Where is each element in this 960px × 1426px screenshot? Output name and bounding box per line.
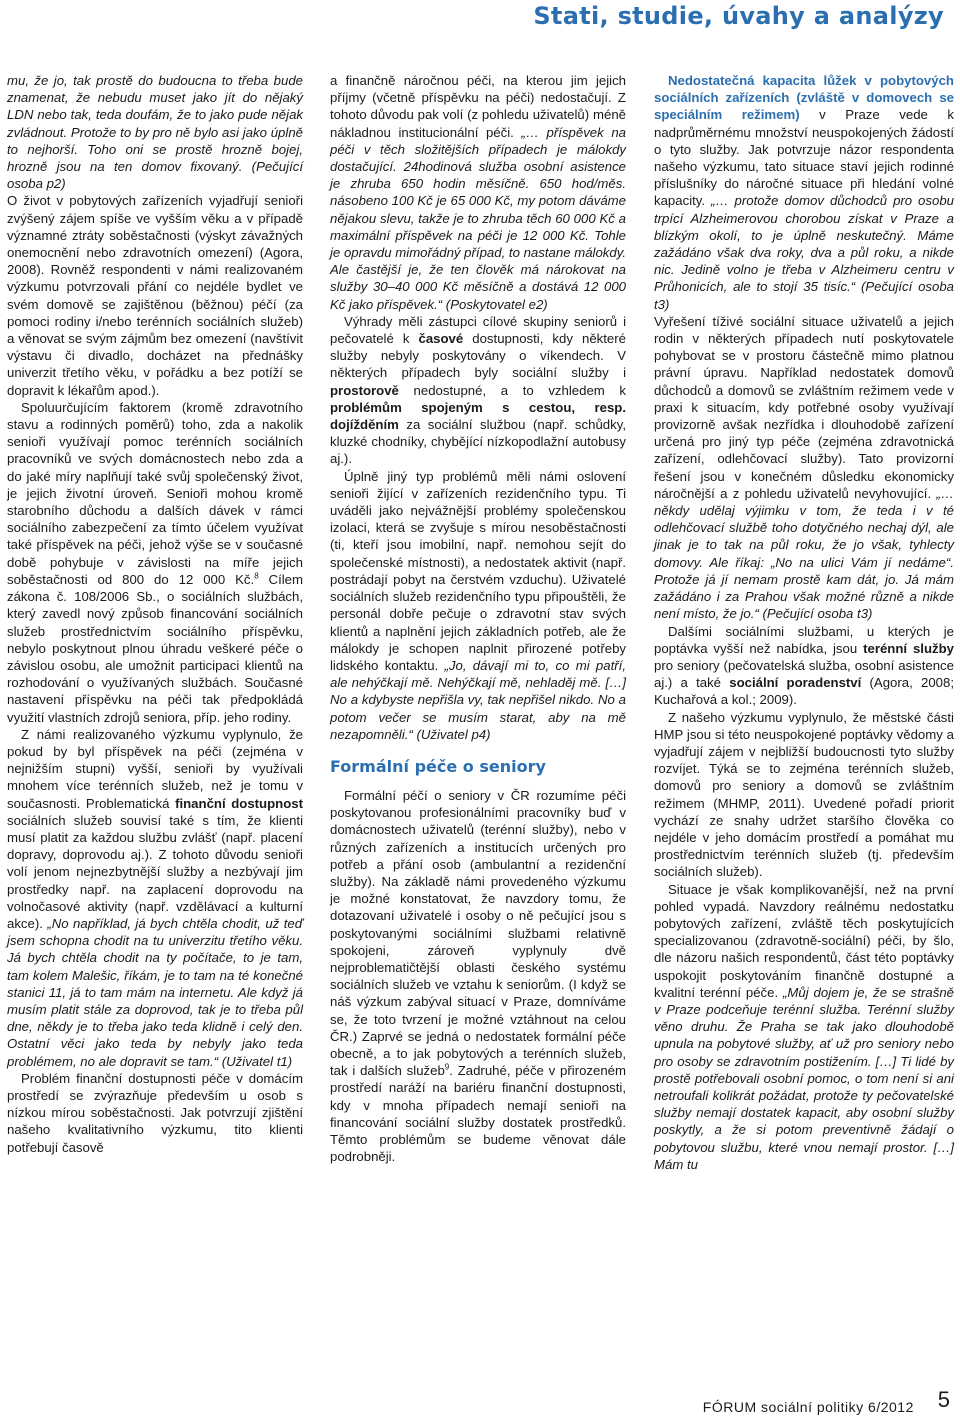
footnote-ref: 8 bbox=[254, 571, 259, 581]
quote-caregiver-p2: mu, že jo, tak prostě do budoucna to třeba bude znamenat, že nebudu muset jako jít do nějaký LDN nebo tak, teda doufám, že to jako pude nějak zvládnout. Protože to by pro ně bylo asi jako úplně to nejhorší. Toho oni se prostě hrozně bojej, hrozně jsou na ten domov fixovaný. (Pečující osoba p2) bbox=[7, 73, 303, 192]
column-left bbox=[7, 72, 303, 1156]
paragraph: Spoluurčujícím faktorem (kromě zdravotního stavu a rodinných poměrů) toho, zda a nakolik senioři využívají pomoc terénních sociálních pracovníků ve svých domácnostech nebo zda a do jaké míry naplňují také svůj společenský život, je jejich životní úroveň. Senioři mohou kromě starobního důchodu a dalších dávek v rámci sociálního zabezpečení za tímto účelem využívat také příspěvek na péči, jehož výše se v současné době pohybuje v závislosti na míře jejich soběstačnosti od 800 do 12 000 Kč.$^8$ Cílem zákona č. 108/2006 Sb., o sociálních službách, který zavedl nový způsob financování sociálních služeb prostřednictvím sociálního příspěvku, nebylo poskytnout plnou úhradu veškeré péče o závislou osobu, ale umožnit participaci klientů na rozhodování o využívaných službách. Současné nastavení příspěvku na péči tak předpokládá využití vlastních zdrojů seniora, příp. jeho rodiny. bbox=[7, 399, 303, 725]
paragraph: Z námi realizovaného výzkumu vyplynulo, že pokud by byl příspěvek na péči (zejména v nejnižším stupni) vyšší, senioři by využívali mnohem více terénních služeb, než je tomu v současnosti. Problematická finanční dostupnost sociálních služeb souvisí také s tím, že klienti musí platit za každou službu zvlášť (např. placení dopravy, doprovodu aj.). Z tohoto důvodu senioři volí jenom nejnezbytnější služby a nezbývají jim prostředky např. na zaplacení doprovodu na volnočasové aktivity (např. vzdělávací a kulturní akce). „No například, já bych chtěla chodit, už teď jsem schopna chodit na tu univerzitu třetího věku. Já bych chtěla chodit na ty počítače, to je tam, tam kolem Malešic, říkám, je to tam na té konečné stanici 11, já to tam mám na internetu. Ale když já musím platit stále za doprovod, tak je to třeba půl dne, někdy je to třeba jako teda klidně i celý den. Ostatní věci jako teda by nebyly jako teda problémem, no ale dopravit se tam.“ (Uživatel t1) bbox=[7, 726, 303, 1069]
paragraph: Situace je však komplikovanější, než na první pohled vypadá. Navzdory reálnému nedostatku pobytových zařízení, zvláště těch poskytujících specializovanou (zdravotně-sociální) péči, by šlo, dle názoru našich respondentů, část této poptávky uspokojit poskytováním finančně dostupné a kvalitní terénní péče. „Můj dojem je, že se strašně v Praze podceňuje terénní služba. Terénní služby věno druhu. Že Praha se tak jako dlouhodobě upnula na pobytové služby, ať už pro seniory nebo pro osoby se zdravotním postižením. […] Ti lidé by prostě potřebovali osobní pomoc, o tom není si ani netroufali kolikrát požádat, protože ty pečovatelské služby nemají dostatek kapacit, aby osobní služby poskytly, a že si potom preventivně žádají o pobytovou službu, které vnou nemají prostor. […] Mám tu bbox=[654, 881, 954, 1172]
column-middle bbox=[330, 72, 626, 1165]
page-footer bbox=[702, 1387, 950, 1418]
journal-name: FÓRUM sociální politiky 6/2012 bbox=[702, 1399, 914, 1415]
section-title: Stati, studie, úvahy a analýzy bbox=[533, 2, 944, 30]
paragraph: Úplně jiný typ problémů měli námi oslovení senioři žijící v zařízeních rezidenčního typu. Ti uváděli jako nejvážnější problémy společenskou izolaci, která se zvyšuje s mírou nesoběstačnosti (ti, kteří jsou imobilní, např. nemohou sejít do společenské místnosti), a nedostatek aktivit (např. postrádají pobyt na čerstvém vzduchu). Uživatelé sociálních služeb rezidenčního typu připouštěli, že personál dobře pečuje o zdravotní stav svých klientů a naplnění jejich základních potřeb, ale že málokdy je schopen naplnit přirozené potřeby lidského kontaktu. „Jo, dávají mi to, co mi patří, ale nehýčkají mě. Nehýčkají mě, nehladěj mě. […] No a kdybyste nepřišla vy, tak nepřišel nikdo. No a potom večer se musím starat, aby na mě nezapomněli.“ (Uživatel p4) bbox=[330, 468, 626, 742]
paragraph: Formální péčí o seniory v ČR rozumíme péči poskytovanou profesionálními pracovníky buď v domácnostech uživatelů (terénní služby), nebo v různých zařízeních a institucích určených pro potřeb a přání osob (ambulantní a rezidenční služby). Na základě námi provedeného výzkumu je možné konstatovat, že navzdory tomu, že dotazovaní uživatelé i osoby o ně pečující jsou s poskytovanými sociálními službami relativně spokojeni, zároveň vyplynuly dvě nejproblematičtější oblasti českého systému sociálních služeb ve vztahu k seniorům. (I když se náš výzkum zabýval situací v Praze, domníváme se, že toto tvrzení je možné vztáhnout na celou ČR.) Zaprvé se jedná o nedostatek formální péče obecně, a to jak pobytových a terénních služeb, tak i dalších služeb$^9$. Zadruhé, péče v přirozeném prostředí naráží na bariéru finanční dostupnosti, kdy v mnoha případech nemají senioři na financování sociální služby dostatek prostředků. Těmto problémům se budeme věnovat dále podrobněji. bbox=[330, 787, 626, 1165]
paragraph: O život v pobytových zařízeních vyjadřují senioři zvýšený zájem spíše ve vyšším věku a v případě významné ztráty soběstačnosti (výskyt závažných onemocnění nebo zdravotních omezení) (Agora, 2008). Rovněž respondenti v námi realizovaném výzkumu potvrzovali přání co nejdéle bydlet ve svém domově se zajištěnou (běžnou) péčí (za pomoci rodiny i/nebo terénních sociálních služeb) a věnovat se svým zájmům bez omezení (navštívit výstavu či divadlo, docházet na přednášky univerzit třetího věku, v pořádku a bez potíží se dopravit k lékařům apod.). bbox=[7, 193, 303, 398]
footnote-ref: 9 bbox=[444, 1062, 450, 1072]
page-header bbox=[0, 0, 960, 42]
paragraph: Problém finanční dostupnosti péče v domácím prostředí se zvýrazňuje především u osob s nízkou mírou soběstačnosti. Jak potvrzují zjištění našeho kvalitativního výzkumu, tito klienti potřebují časově bbox=[7, 1070, 303, 1155]
section-heading: Formální péče o seniory bbox=[330, 756, 546, 776]
paragraph: Výhrady měli zástupci cílové skupiny seniorů i pečovatelé k časové dostupnosti, kdy některé služby nebyly poskytovány o víkendech. V některých případech byly sociální služby i prostorově nedostupné, a to vzhledem k problémům spojeným s cestou, resp. dojížděním za sociální službou (např. schůdky, kluzké chodníky, chybějící nízkopodlažní autobusy aj.). bbox=[330, 313, 626, 467]
paragraph: a finančně náročnou péči, na kterou jim jejich příjmy (včetně příspěvku na péči) nedostačují. Z tohoto důvodu pak volí (z pohledu uživatelů) méně nákladnou institucionální péči. „… příspěvek na péči v těch složitějších případech je málokdy dostačující. 24hodinová služba osobní asistence je zhruba 650 hodin měsíčně. 650 hod/měs. násobeno 100 Kč je 65 000 Kč, my potom dáváme nějakou slevu, takže je to zhruba těch 60 000 Kč a maximální příspěvek na péči je 12 000 Kč. Tohle je opravdu mimořádný případ, to nastane málokdy. Ale častější je, že ten člověk má nárokovat na služby 30–40 000 Kč měsíčně a dostává 12 000 Kč jako příspěvek.“ (Poskytovatel e2) bbox=[330, 73, 626, 312]
paragraph: Nedostatečná kapacita lůžek v pobytových sociálních zařízeních (zvláště v domovech se speciálním režimem) v Praze vede k nadprůměrnému množství neuspokojených žádostí o tyto služby. Jak potvrzuje názor respondenta našeho výzkumu, tato situace staví jejich rodinné příslušníky do náročné situace při hledání volné kapacity. „… protože domov důchodců pro osobu trpící Alzheimerovou chorobou získat v Praze a blízkým okolí, to je úplně neskutečný. Máme zažádáno však dva roky, dva a půl roku, a nikde nic. Jedině volno je třeba v Alzheimeru centru v Průhonicích, ale to stojí 35 tisíc.“ (Pečující osoba t3) bbox=[654, 73, 954, 312]
paragraph: Vyřešení tíživé sociální situace uživatelů a jejich rodin v některých případech nutí poskytovatele pohybovat se v prostoru částečně mimo platnou právní úpravu. Například nedostatek domovů důchodců a domovů se zvláštním režimem vede v praxi k situacím, kdy potřebné osoby využívají provizorně avšak nezřídka i dlouhodobě zařízení určená pro jiný typ péče (zejména zdravotnická zařízení, odlehčovací služby). Tato provizorní řešení jsou v konečném důsledku ekonomicky náročnější a z pohledu uživatelů nevyhovující. „… někdy udělaj výjimku v tom, že teda i v té odlehčovací službě toho dotyčného nechaj dýl, ale jinak je to tak na půl roku, že jo však, tyhlecty domovy. Ale říkaj: „No na ulici Vám jí nedáme“. Protože já jí nemam prostě kam dát, jo. Já mám zažádáno i za Prahou však možné různě a nikde není místo, že jo.“ (Pečující osoba t3) bbox=[654, 313, 954, 622]
paragraph: Dalšími sociálními službami, u kterých je poptávka vyšší než nabídka, jsou terénní služby pro seniory (pečovatelská služba, osobní asistence aj.) a také sociální poradenství (Agora, 2008; Kuchařová a kol.; 2009). bbox=[654, 623, 954, 708]
column-right bbox=[654, 72, 954, 1173]
paragraph: Z našeho výzkumu vyplynulo, že městské části HMP jsou si této neuspokojené poptávky vědomy a vyjadřují zájem v nejbližší budoucnosti tyto služby rozvíjet. Týká se to zejména terénních služeb, domovů pro seniory a domovů se zvláštním režimem (MHMP, 2011). Uvedené pořadí priorit vychází ze snahy udržet staršího člověka co nejdéle v jeho domácím prostředí a pomáhat mu prostřednictvím terénních služeb (tj. především sociálních služeb). bbox=[654, 709, 954, 880]
page-number: 5 bbox=[937, 1387, 950, 1412]
